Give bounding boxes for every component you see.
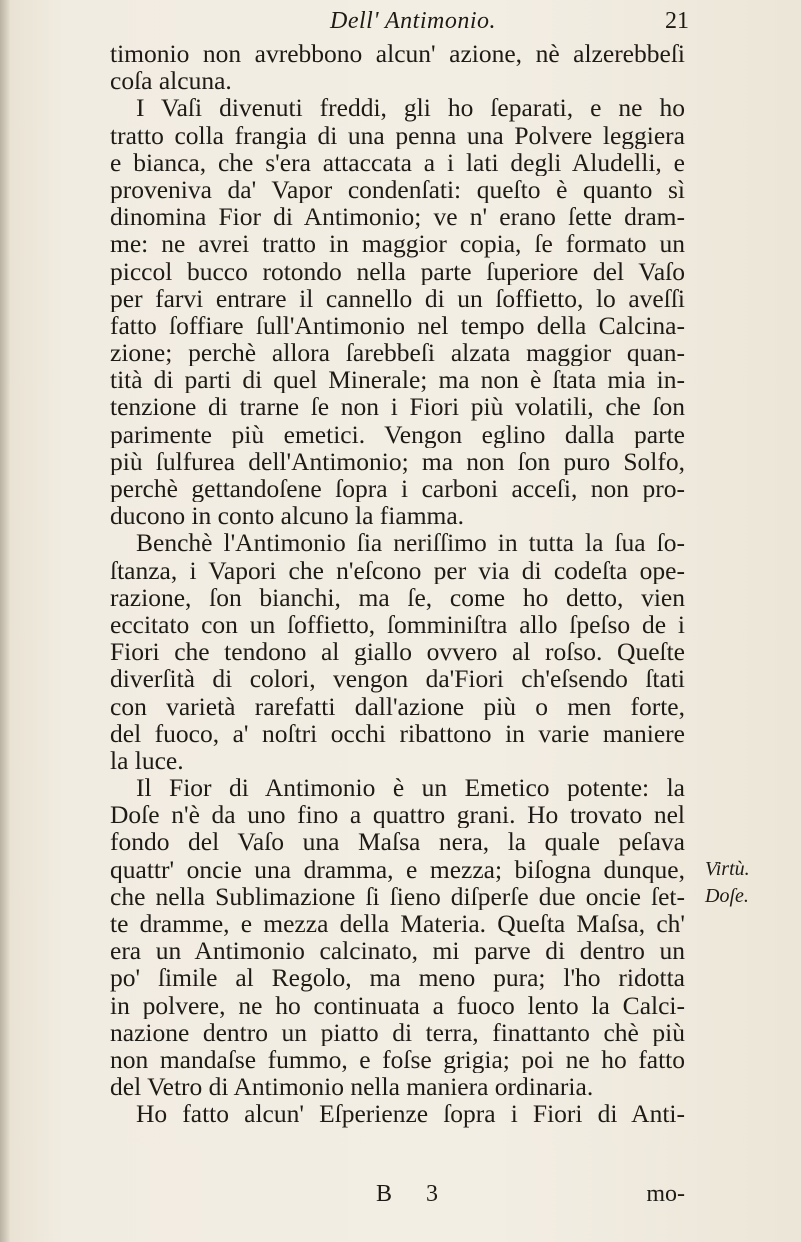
text-line: diverſità di colori, vengon da'Fiori ch'eſsendo ſtati [110,665,685,693]
text-line: proveniva da' Vapor condenſati: queſto è quanto sì [110,175,685,204]
text-line: per farvi entrare il cannello di un ſoffietto, lo aveſſi [110,284,685,312]
text-line: del Vetro di Antimonio nella maniera ordinaria. [110,1073,594,1101]
text-line: del fuoco, a' noſtri occhi ribattono in varie maniere [110,719,685,747]
text-line: timonio non avrebbono alcun' azione, nè alzerebbeſi [110,40,685,68]
text-line: tità di parti di quel Minerale; ma non è ſtata mia in- [110,366,685,394]
text-line: fondo del Vaſo una Maſsa nera, la quale peſava [110,828,685,856]
text-line: e bianca, che s'era attaccata a i lati degli Aludelli, e [110,148,685,176]
text-line: non mandaſse fummo, e foſse grigia; poi ne ho fatto [110,1045,685,1074]
text-line: Doſe n'è da uno fino a quattro grani. Ho trovato nel [110,801,685,829]
text-line: era un Antimonio calcinato, mi parve di dentro un [110,937,685,965]
text-line: ſtanza, i Vapori che n'eſcono per via di codeſta ope- [110,556,685,584]
text-line: Fiori che tendono al giallo ovvero al roſso. Queſte [110,638,685,666]
page-gutter [0,0,10,1242]
text-line: fatto ſoffiare ſull'Antimonio nel tempo della Calcina- [110,311,685,340]
text-line: coſa alcuna. [110,67,232,95]
text-line: con varietà rarefatti dall'azione più o men forte, [110,692,685,720]
text-line: eccitato con un ſoffietto, ſomminiſtra allo ſpeſso de i [110,610,685,639]
text-line: in polvere, ne ho continuata a fuoco lento la Calci- [110,991,685,1019]
text-line: quattr' oncie una dramma, e mezza; biſogna dunque, [110,855,685,883]
text-line: po' ſimile al Regolo, ma meno pura; l'ho ridotta [110,964,685,992]
body-text [110,40,685,1128]
text-line: tratto colla frangia di una penna una Polvere leggiera [110,121,685,149]
page-number: 21 [665,8,689,34]
text-line: te dramme, e mezza della Materia. Queſta Maſsa, ch' [110,910,685,938]
text-line: la luce. [110,746,184,775]
margin-note-virtu: Virtù. [705,858,750,880]
text-line: I Vaſi divenuti freddi, gli ho ſeparati, e ne ho [136,94,685,122]
text-line: me: ne avrei tratto in maggior copia, ſe formato un [110,230,685,258]
catchword: mo- [646,1181,685,1207]
text-line: nazione dentro un piatto di terra, finattanto chè più [110,1018,685,1046]
text-line: più ſulfurea dell'Antimonio; ma non ſon puro Solfo, [110,447,685,475]
text-line: perchè gettandoſene ſopra i carboni acceſi, non pro- [110,475,685,503]
text-line: tenzione di trarne ſe non i Fiori più volatili, che ſon [110,393,685,421]
text-line: dinomina Fior di Antimonio; ve n' erano ſette dram- [110,203,685,231]
text-line: zione; perchè allora ſarebbeſi alzata maggior quan- [110,339,685,367]
running-title: Dell' Antimonio. [330,8,497,34]
page-header [0,6,801,40]
text-line: ducono in conto alcuno la fiamma. [110,502,465,530]
text-line: piccol bucco rotondo nella parte ſuperiore del Vaſo [110,257,685,285]
text-line: Benchè l'Antimonio ſia neriſſimo in tutta la ſua ſo- [136,529,685,557]
margin-note-dose: Doſe. [705,885,749,907]
text-line: parimente più emetici. Vengon eglino dalla parte [110,420,685,448]
page-footer [110,1181,685,1211]
text-line: che nella Sublimazione ſi ſieno diſperſe due oncie ſet- [110,882,685,910]
text-line: Ho fatto alcun' Eſperienze ſopra i Fiori di Anti- [136,1100,685,1128]
text-line: razione, ſon bianchi, ma ſe, come ho detto, vien [110,583,685,611]
text-line: Il Fior di Antimonio è un Emetico potente: la [136,774,685,802]
signature-mark: B 3 [376,1181,453,1207]
